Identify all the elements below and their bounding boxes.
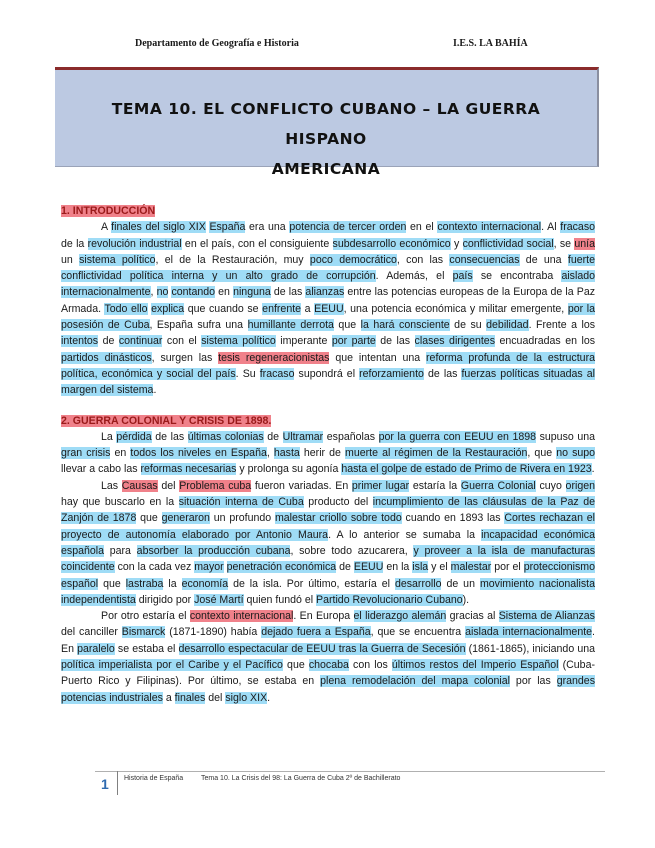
header-school: I.E.S. LA BAHÍA [453, 38, 528, 49]
highlight-term: país [452, 270, 473, 283]
highlight-term: continuar [118, 335, 163, 348]
highlight-term: conflictividad social [462, 237, 554, 250]
highlight-term: últimas colonias [187, 430, 264, 443]
highlight-term: muerte al régimen de la Restauración [345, 447, 528, 460]
highlight-term: dejado fuera a España [261, 626, 371, 639]
highlight-term: malestar [450, 561, 492, 574]
highlight-term: Todo ello [104, 302, 148, 315]
highlight-term: primer lugar [351, 479, 410, 492]
highlight-term: por la guerra con EEUU en 1898 [378, 430, 537, 443]
highlight-key-term: Causas [121, 479, 158, 492]
highlight-term: gran crisis [61, 447, 111, 460]
war-paragraph-3: Por otro estaría el contexto internacional. En Europa el liderazgo alemán gracias al Sistema de Alianzas del canciller Bismarck (1871-1890) había dejado fuera a España, que se encuentra aislada internacionalmente. En paralelo se estaba el desarrollo espectacular de EEUU tras la Guerra de Secesión (1861-1865), iniciando una política imperialista por el Caribe y el Pacífico que chocaba con los últimos restos del Imperio Español (Cuba-Puerto Rico y Filipinas). Por último, se estaba en plena remodelación del mapa colonial por las grandes potencias industriales a finales del siglo XIX. [61, 610, 596, 704]
highlight-key-term: contexto internacional [189, 610, 294, 623]
highlight-term: sistema político [79, 253, 156, 266]
highlight-term: aislado internacionalmente [61, 270, 596, 299]
highlight-term: desarrollo espectacular de EEUU tras la Guerra de Secesión [178, 642, 466, 655]
highlight-term: partidos dinásticos [61, 351, 152, 364]
highlight-term: todos los niveles en España [130, 447, 267, 460]
highlight-term: últimos restos del Imperio Español [391, 659, 559, 672]
highlight-term: isla [412, 561, 429, 574]
highlight-term: pérdida [116, 430, 152, 443]
highlight-term: contando [171, 286, 216, 299]
highlight-term: Sistema de Alianzas [498, 610, 595, 623]
highlight-key-term: Problema cuba [179, 479, 252, 492]
highlight-term: generaron [161, 512, 210, 525]
highlight-term: EEUU [353, 561, 384, 574]
highlight-term: humillante derrota [247, 319, 334, 332]
highlight-term: ninguna [233, 286, 271, 299]
highlight-term: la hará consciente [360, 319, 450, 332]
highlight-term: no [156, 286, 169, 299]
highlight-term: EEUU [314, 302, 344, 315]
highlight-term: proteccionismo español [61, 561, 595, 590]
highlight-term: España [209, 221, 246, 234]
highlight-term: grandes potencias industriales [61, 675, 595, 704]
section-heading-war: 2. GUERRA COLONIAL Y CRISIS DE 1898. [61, 414, 272, 427]
highlight-term: movimiento nacionalista independentista [61, 577, 596, 606]
highlight-term: reformas necesarias [140, 463, 237, 476]
highlight-term: subdesarrollo económico [332, 237, 451, 250]
highlight-term: no supo [556, 447, 596, 460]
highlight-term: incapacidad económica española [61, 528, 595, 557]
page-number: 1 [101, 776, 109, 792]
highlight-term: fracaso [560, 221, 596, 234]
highlight-term: chocaba [308, 659, 349, 672]
highlight-term: y proveer a la isla de manufacturas coincidente [61, 544, 596, 574]
highlight-term: sistema político [201, 335, 276, 348]
highlight-term: reforzamiento [359, 367, 424, 380]
highlight-term: penetración económica [226, 561, 337, 574]
highlight-term: fracaso [259, 367, 295, 380]
war-paragraph-2: Las Causas del Problema cuba fueron variadas. En primer lugar estaría la Guerra Colonial cuyo origen hay que buscarlo en la situación interna de Cuba producto del incumplimiento de las cláusulas de la Paz de Zanjón de 1878 que generaron un profundo malestar criollo sobre todo cuando en 1893 las Cortes rechazan el proyecto de autonomía elaborado por Antonio Maura. A lo anterior se sumaba la incapacidad económica española para absorber la producción cubana, sobre todo azucarera, y proveer a la isla de manufacturas coincidente con la cada vez mayor penetración económica de EEUU en la isla y el malestar por el proteccionismo español que lastraba la economía de la isla. Por último, estaría el desarrollo de un movimiento nacionalista independentista dirigido por José Martí quien fundó el Partido Revolucionario Cubano). [61, 479, 596, 606]
highlight-term: debilidad [486, 319, 529, 332]
highlight-term: clases dirigentes [414, 335, 495, 348]
page-title [55, 94, 597, 184]
highlight-term: siglo XIX [225, 691, 268, 704]
highlight-term: economía [181, 577, 229, 590]
highlight-term: José Martí [194, 593, 244, 606]
highlight-term: Bismarck [121, 626, 166, 639]
highlight-term: revolución industrial [87, 237, 182, 250]
highlight-term: finales del siglo XIX [111, 221, 206, 234]
footer-topic: Tema 10. La Crisis del 98: La Guerra de Cuba 2º de Bachillerato [201, 775, 401, 782]
highlight-term: paralelo [77, 642, 115, 655]
highlight-term: por la posesión de Cuba [61, 302, 596, 332]
highlight-term: lastraba [125, 577, 164, 590]
highlight-term: incumplimiento de las cláusulas de la Paz de Zanjón de 1878 [61, 496, 595, 525]
highlight-term: el liderazgo alemán [353, 610, 447, 623]
highlight-term: desarrollo [394, 577, 442, 590]
highlight-term: hasta [273, 447, 300, 460]
section-heading-intro: 1. INTRODUCCIÓN [61, 205, 156, 217]
footer-rule [95, 771, 605, 772]
highlight-term: reforma profunda de la estructura política, económica y social del país [61, 351, 595, 380]
highlight-term: por parte [331, 335, 376, 348]
highlight-term: Ultramar [282, 430, 324, 443]
header-department: Departamento de Geografía e Historia [135, 38, 299, 49]
highlight-term: plena remodelación del mapa colonial [320, 675, 510, 688]
highlight-term: potencia de tercer orden [289, 221, 407, 234]
highlight-term: Partido Revolucionario Cubano [316, 593, 463, 606]
highlight-key-term: unía [574, 237, 595, 250]
highlight-term: fuerte conflictividad política interna y un alto grado de corrupción [61, 253, 595, 283]
highlight-term: contexto internacional [437, 221, 542, 234]
highlight-term: alianzas [305, 286, 345, 299]
title-line-2: AMERICANA [271, 160, 381, 178]
highlight-term: enfrente [262, 302, 302, 315]
war-paragraph-1: La pérdida de las últimas colonias de Ultramar españolas por la guerra con EEUU en 1898 supuso una gran crisis en todos los niveles en España, hasta herir de muerte al régimen de la Restauración, que no supo llevar a cabo las reformas necesarias y prolonga su agonía hasta el golpe de estado de Primo de Rivera en 1923. [61, 430, 596, 476]
highlight-term: finales [174, 691, 206, 704]
highlight-term: hasta el golpe de estado de Primo de Rivera en 1923 [341, 463, 592, 476]
highlight-key-term: tesis regeneracionistas [218, 351, 330, 364]
highlight-term: Guerra Colonial [460, 479, 536, 492]
highlight-term: explica [151, 302, 185, 315]
highlight-term: origen [565, 479, 595, 492]
highlight-term: política imperialista por el Caribe y el Pacífico [61, 659, 283, 672]
footer-divider [117, 771, 118, 795]
highlight-term: fuerzas políticas situadas al margen del sistema [61, 367, 596, 397]
intro-paragraph: A finales del siglo XIX España era una potencia de tercer orden en el contexto internacional. Al fracaso de la revolución industrial en el país, con el consiguiente subdesarrollo económico y conflictividad social, se unía un sistema político, el de la Restauración, muy poco democrático, con las consecuencias de una fuerte conflictividad política interna y un alto grado de corrupción. Además, el país se encontraba aislado internacionalmente, no contando en ninguna de las alianzas entre las potencias europeas de la Europa de la Paz Armada. Todo ello explica que cuando se enfrente a EEUU, una potencia económica y militar emergente, por la posesión de Cuba, España sufra una humillante derrota que la hará consciente de su debilidad. Frente a los intentos de continuar con el sistema político imperante por parte de las clases dirigentes encuadradas en los partidos dinásticos, surgen las tesis regeneracionistas que intentan una reforma profunda de la estructura política, económica y social del país. Su fracaso supondrá el reforzamiento de las fuerzas políticas situadas al margen del sistema. [61, 221, 596, 397]
title-box [55, 67, 599, 178]
highlight-term: consecuencias [449, 253, 520, 266]
highlight-term: intentos [61, 335, 99, 348]
title-line-1: TEMA 10. EL CONFLICTO CUBANO – LA GUERRA HISPANO [111, 100, 541, 148]
document-body [61, 203, 595, 706]
highlight-term: poco democrático [309, 253, 397, 266]
highlight-term: malestar criollo sobre todo [274, 512, 402, 525]
footer-subject: Historia de España [124, 775, 184, 782]
highlight-term: mayor [194, 561, 224, 574]
highlight-term: absorber la producción cubana [136, 544, 291, 557]
highlight-term: aislada internacionalmente [465, 626, 593, 639]
highlight-term: situación interna de Cuba [178, 496, 304, 509]
highlight-term: Cortes rechazan el proyecto de autonomía elaborado por Antonio Maura [61, 512, 596, 541]
